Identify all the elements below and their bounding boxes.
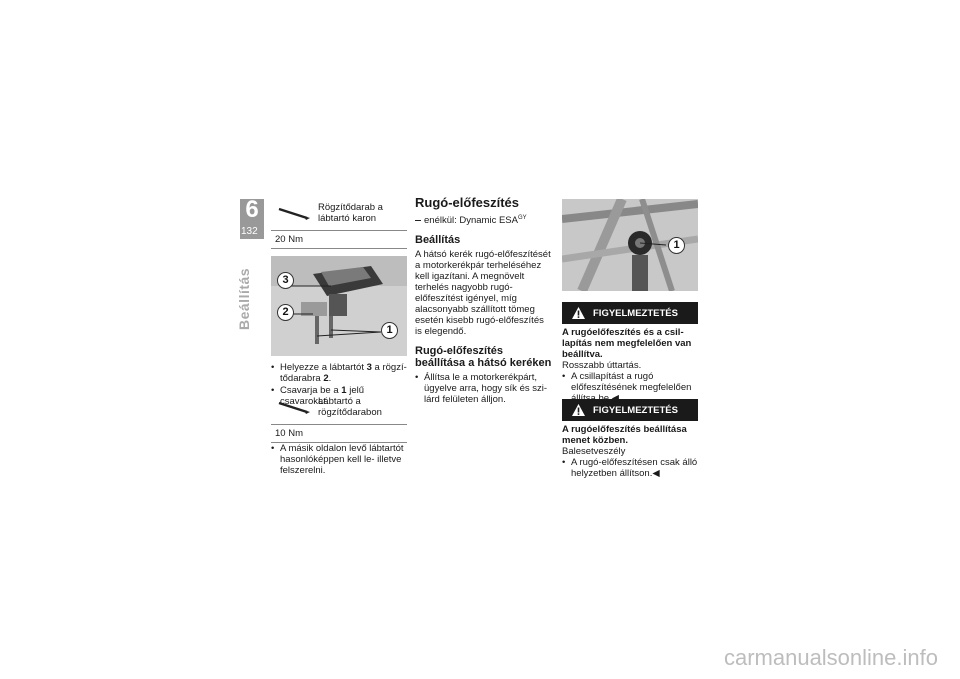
list-item: • A másik oldalon levő lábtartót hasonlóképpen kell le- illetve felszerelni. bbox=[271, 443, 409, 476]
list-item: • A csillapítást a rugó előfeszítésének megfelelően bbox=[562, 371, 698, 404]
dash-mark bbox=[415, 220, 421, 221]
torque-label: Lábtartó a rögzítődarabon bbox=[318, 396, 382, 418]
torque-value: 20 Nm bbox=[271, 231, 407, 249]
chapter-side-title: Beállítás bbox=[236, 267, 252, 330]
callout-1: 1 bbox=[668, 237, 685, 254]
wrench-icon bbox=[277, 207, 311, 221]
callout-1: 1 bbox=[381, 322, 398, 339]
list-item: • Helyezze a lábtartót 3 a rögzítődarabra 2. bbox=[271, 362, 409, 384]
rear-shock-photo bbox=[562, 199, 698, 291]
warning-block-2 bbox=[562, 399, 698, 480]
spring-preload-section bbox=[415, 195, 553, 406]
page-number: 132 bbox=[241, 226, 258, 237]
warning-steps bbox=[562, 457, 698, 479]
footrest-photo bbox=[271, 256, 407, 356]
warning-triangle-icon bbox=[572, 404, 585, 416]
warning-label: FIGYELMEZTETÉS bbox=[593, 307, 678, 319]
callout-2: 2 bbox=[277, 304, 294, 321]
warning-title: A rugóelőfeszítés beállítása menet közben. bbox=[562, 424, 687, 446]
warning-triangle-icon bbox=[572, 307, 585, 319]
list-item: • Állítsa le a motorkerékpárt, ügyelve arra, hogy sík és szilárd felületen álljon. bbox=[415, 372, 553, 405]
warning-bar bbox=[562, 399, 698, 421]
subheading-rear-wheel: Rugó-előfeszítés beállítása a hátsó keréken bbox=[415, 345, 552, 370]
list-item: • Csavarja be a 1 jelű csavarokat. bbox=[271, 385, 409, 407]
torque-value: 10 Nm bbox=[271, 425, 407, 443]
warning-title: A rugóelőfeszítés és a csillapítás nem megfelelően van beállítva. bbox=[562, 327, 692, 360]
section-heading: Rugó-előfeszítés bbox=[415, 195, 520, 210]
torque-label: Rögzítődarab a lábtartó karon bbox=[318, 202, 383, 224]
warning-label: FIGYELMEZTETÉS bbox=[593, 404, 678, 416]
chapter-number: 6 bbox=[245, 196, 259, 223]
callout-3: 3 bbox=[277, 272, 294, 289]
warning-text: Rosszabb úttartás. bbox=[562, 360, 642, 371]
paragraph-intro: A hátsó kerék rugó-előfeszítését a motorkerékpár terheléséhez kell igazítani. A megnövelt terhelés nagyobb rugó-előfeszítést igényel, míg alacsonyabb szállított tömeg esetén kisebb rugó-előfeszítés is elegendő. bbox=[415, 249, 551, 338]
other-side-note bbox=[271, 443, 409, 477]
warning-text: Balesetveszély bbox=[562, 446, 626, 457]
watermark: carmanualsonline.info bbox=[723, 645, 938, 670]
torque-spec-1 bbox=[271, 199, 407, 249]
without-option-note: enélkül: Dynamic $ESA^{GY}$ bbox=[415, 213, 553, 226]
subheading-settings: Beállítás bbox=[415, 234, 461, 247]
warning-bar bbox=[562, 302, 698, 324]
torque-spec-2 bbox=[271, 393, 407, 443]
rear-wheel-steps bbox=[415, 372, 553, 405]
list-item: • A rugó-előfeszítésen csak álló helyzetben állítson.◀ bbox=[562, 457, 698, 479]
wrench-icon bbox=[277, 401, 311, 415]
warning-block-1 bbox=[562, 302, 698, 405]
